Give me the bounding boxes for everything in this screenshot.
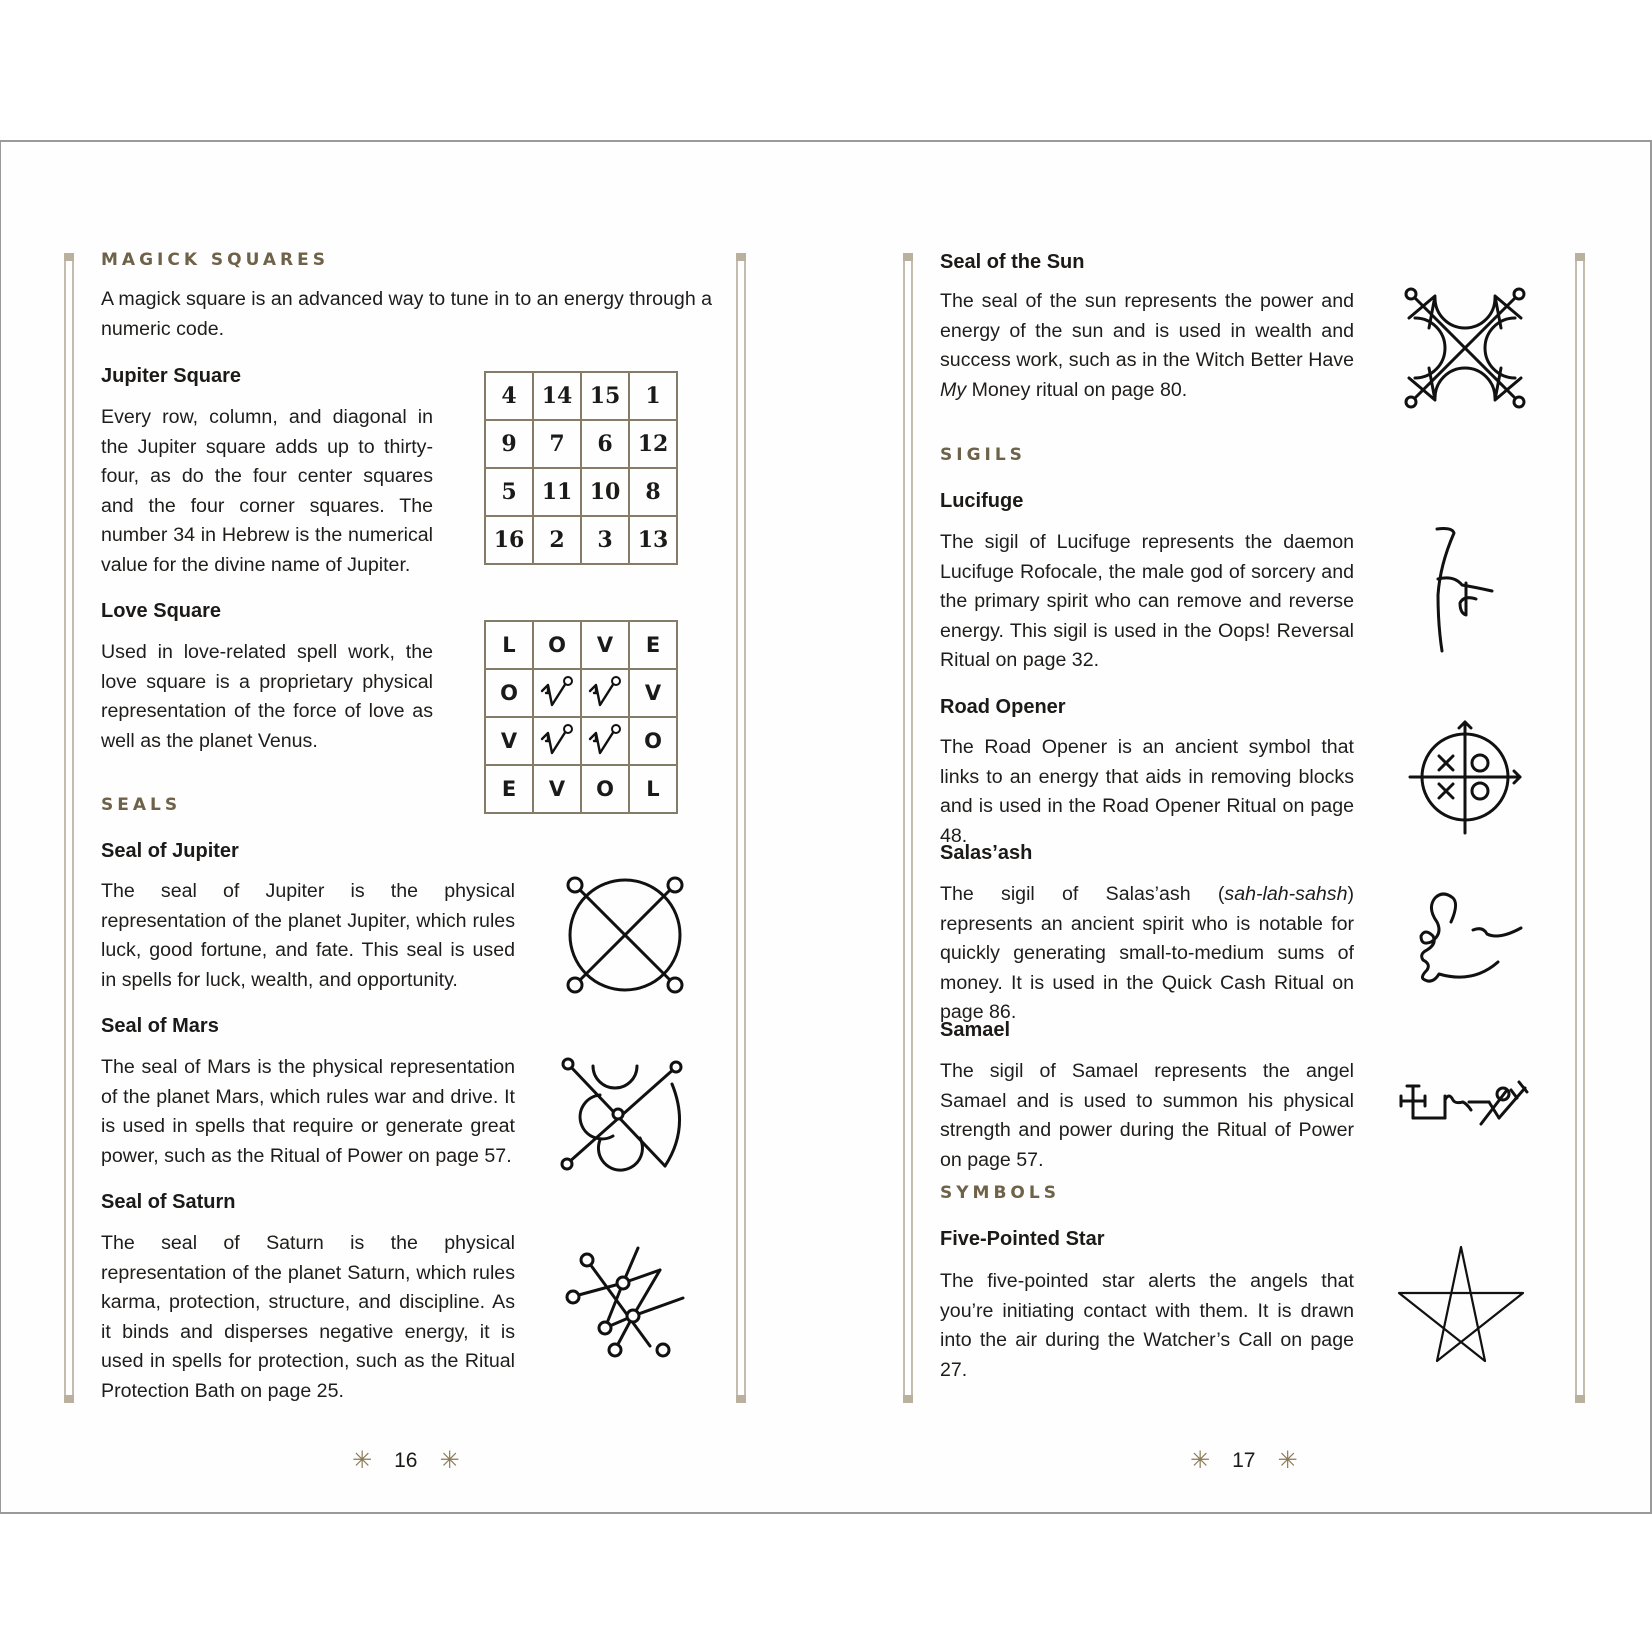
- grid-row: [485, 372, 677, 420]
- five-pointed-star-icon: [1395, 1243, 1530, 1363]
- road-opener-text: The Road Opener is an ancient symbol that links to an energy that aids in removing blocks and is used in the Road Opener Ritual on page 48.: [940, 736, 1354, 847]
- grid-cell: 1: [629, 372, 677, 420]
- grid-cell: O: [581, 765, 629, 813]
- seal-of-jupiter-text: The seal of Jupiter is the physical representation of the planet Jupiter, which rules luck, good fortune, and fate. This seal is used in spells for luck, wealth, and opportunity.: [101, 880, 515, 991]
- lucifuge-title: Lucifuge: [940, 490, 1024, 512]
- five-pointed-star-title: Five-Pointed Star: [940, 1228, 1105, 1250]
- venus-sigil-icon: [588, 723, 622, 755]
- grid-cell: O: [533, 621, 581, 669]
- seal-of-jupiter-title: Seal of Jupiter: [101, 840, 239, 862]
- text: Money ritual on page 80.: [966, 378, 1188, 401]
- left-page-outer-rule: [64, 253, 74, 1403]
- grid-cell: 11: [533, 468, 581, 516]
- samael-text: The sigil of Samael represents the angel Samael and is used to summon his physical strength and power during the Ritual of Power on page 57.: [940, 1060, 1354, 1171]
- lucifuge-sigil-icon: [1432, 525, 1502, 655]
- seal-of-the-sun-icon: [1405, 288, 1525, 408]
- love-square-grid: [484, 620, 678, 814]
- grid-row: [485, 765, 677, 813]
- text-italic: My: [940, 378, 967, 401]
- salasash-text: [940, 880, 1354, 1028]
- grid-cell: L: [629, 765, 677, 813]
- page-number: 16: [394, 1448, 418, 1472]
- grid-cell: [533, 669, 581, 717]
- seal-of-mars-title: Seal of Mars: [101, 1015, 219, 1037]
- ornament-icon: ✳: [1277, 1447, 1298, 1474]
- venus-sigil-icon: [540, 723, 574, 755]
- grid-cell: O: [485, 669, 533, 717]
- page-number: 17: [1232, 1448, 1256, 1472]
- venus-sigil-icon: [540, 675, 574, 707]
- seal-of-saturn-icon: [565, 1248, 690, 1363]
- lucifuge-text: The sigil of Lucifuge represents the daemon Lucifuge Rofocale, the male god of sorcery and the primary spirit who can remove and reverse energy. This sigil is used in the Oops! Reversal Ritual on page 32.: [940, 531, 1354, 671]
- grid-cell: 7: [533, 420, 581, 468]
- salasash-sigil-icon: [1403, 892, 1525, 987]
- section-heading-magick-squares: MAGICK SQUARES: [101, 250, 330, 270]
- grid-row: [485, 621, 677, 669]
- grid-row: [485, 717, 677, 765]
- grid-row: [485, 468, 677, 516]
- grid-cell: 5: [485, 468, 533, 516]
- jupiter-square-grid: [484, 371, 678, 565]
- grid-cell: O: [629, 717, 677, 765]
- grid-row: [485, 420, 677, 468]
- grid-cell: 14: [533, 372, 581, 420]
- seal-of-the-sun-title: Seal of the Sun: [940, 251, 1085, 273]
- samael-sigil-icon: [1395, 1080, 1530, 1130]
- grid-cell: V: [581, 621, 629, 669]
- samael-title: Samael: [940, 1019, 1011, 1041]
- grid-cell: 13: [629, 516, 677, 564]
- section-heading-sigils: SIGILS: [940, 445, 1026, 465]
- left-page-footer: [352, 1446, 460, 1475]
- grid-cell: [581, 669, 629, 717]
- grid-cell: 8: [629, 468, 677, 516]
- grid-cell: 9: [485, 420, 533, 468]
- seal-of-saturn-title: Seal of Saturn: [101, 1191, 236, 1213]
- seal-of-saturn-text: The seal of Saturn is the physical representation of the planet Saturn, which rules karma, protection, structure, and discipline. As it binds and disperses negative energy, it is used in spells for protection, such as the Ritual Protection Bath on page 25.: [101, 1232, 515, 1402]
- venus-sigil-icon: [588, 675, 622, 707]
- road-opener-title: Road Opener: [940, 696, 1066, 718]
- five-pointed-star-text: The five-pointed star alerts the angels that you’re initiating contact with them. It is drawn into the air during the Watcher’s Call on page 27.: [940, 1270, 1354, 1381]
- seal-of-the-sun-text: [940, 287, 1354, 405]
- right-page-footer: [1190, 1446, 1298, 1475]
- ornament-icon: ✳: [352, 1447, 373, 1474]
- seal-of-jupiter-icon: [560, 870, 690, 1000]
- grid-row: [485, 669, 677, 717]
- grid-cell: 4: [485, 372, 533, 420]
- jupiter-square-title: Jupiter Square: [101, 365, 242, 387]
- seal-of-mars-text: The seal of Mars is the physical representation of the planet Mars, which rules war and drive. It is used in spells that require or generate great power, such as the Ritual of Power on page 57.: [101, 1056, 515, 1167]
- grid-cell: E: [485, 765, 533, 813]
- magick-squares-intro: A magick square is an advanced way to tune in to an energy through a numeric code.: [101, 288, 713, 340]
- grid-cell: 2: [533, 516, 581, 564]
- grid-cell: E: [629, 621, 677, 669]
- right-page-inner-rule: [903, 253, 913, 1403]
- grid-cell: 16: [485, 516, 533, 564]
- seal-of-mars-icon: [560, 1058, 690, 1173]
- grid-cell: 12: [629, 420, 677, 468]
- grid-cell: L: [485, 621, 533, 669]
- grid-row: [485, 516, 677, 564]
- grid-cell: 10: [581, 468, 629, 516]
- section-heading-seals: SEALS: [101, 795, 182, 815]
- grid-cell: V: [533, 765, 581, 813]
- text: The seal of the sun represents the power and energy of the sun and is used in wealth and success work, such as in the Witch Better Have: [940, 290, 1354, 371]
- grid-cell: 15: [581, 372, 629, 420]
- grid-cell: 6: [581, 420, 629, 468]
- grid-cell: V: [485, 717, 533, 765]
- grid-cell: V: [629, 669, 677, 717]
- text: The sigil of Salas’ash (: [940, 883, 1225, 905]
- ornament-icon: ✳: [439, 1447, 460, 1474]
- section-heading-symbols: SYMBOLS: [940, 1183, 1060, 1203]
- text: ) represents an ancient spirit who is notable for quickly generating small-to-medium sums of money. It is used in the Quick Cash Ritual on page 86.: [940, 883, 1354, 1023]
- grid-cell: [533, 717, 581, 765]
- road-opener-icon: [1405, 720, 1523, 835]
- right-page-outer-rule: [1575, 253, 1585, 1403]
- jupiter-square-text: Every row, column, and diagonal in the Jupiter square adds up to thirty-four, as do the four center squares and the four corner squares. The number 34 in Hebrew is the numerical value for the divine name of Jupiter.: [101, 406, 433, 576]
- grid-cell: 3: [581, 516, 629, 564]
- left-page-inner-rule: [736, 253, 746, 1403]
- ornament-icon: ✳: [1190, 1447, 1211, 1474]
- grid-cell: [581, 717, 629, 765]
- salasash-title: Salas’ash: [940, 842, 1033, 864]
- love-square-title: Love Square: [101, 600, 222, 622]
- pronunciation: sah-lah-sahsh: [1224, 883, 1348, 905]
- love-square-text: Used in love-related spell work, the love square is a proprietary physical representation of the force of love as well as the planet Venus.: [101, 641, 433, 752]
